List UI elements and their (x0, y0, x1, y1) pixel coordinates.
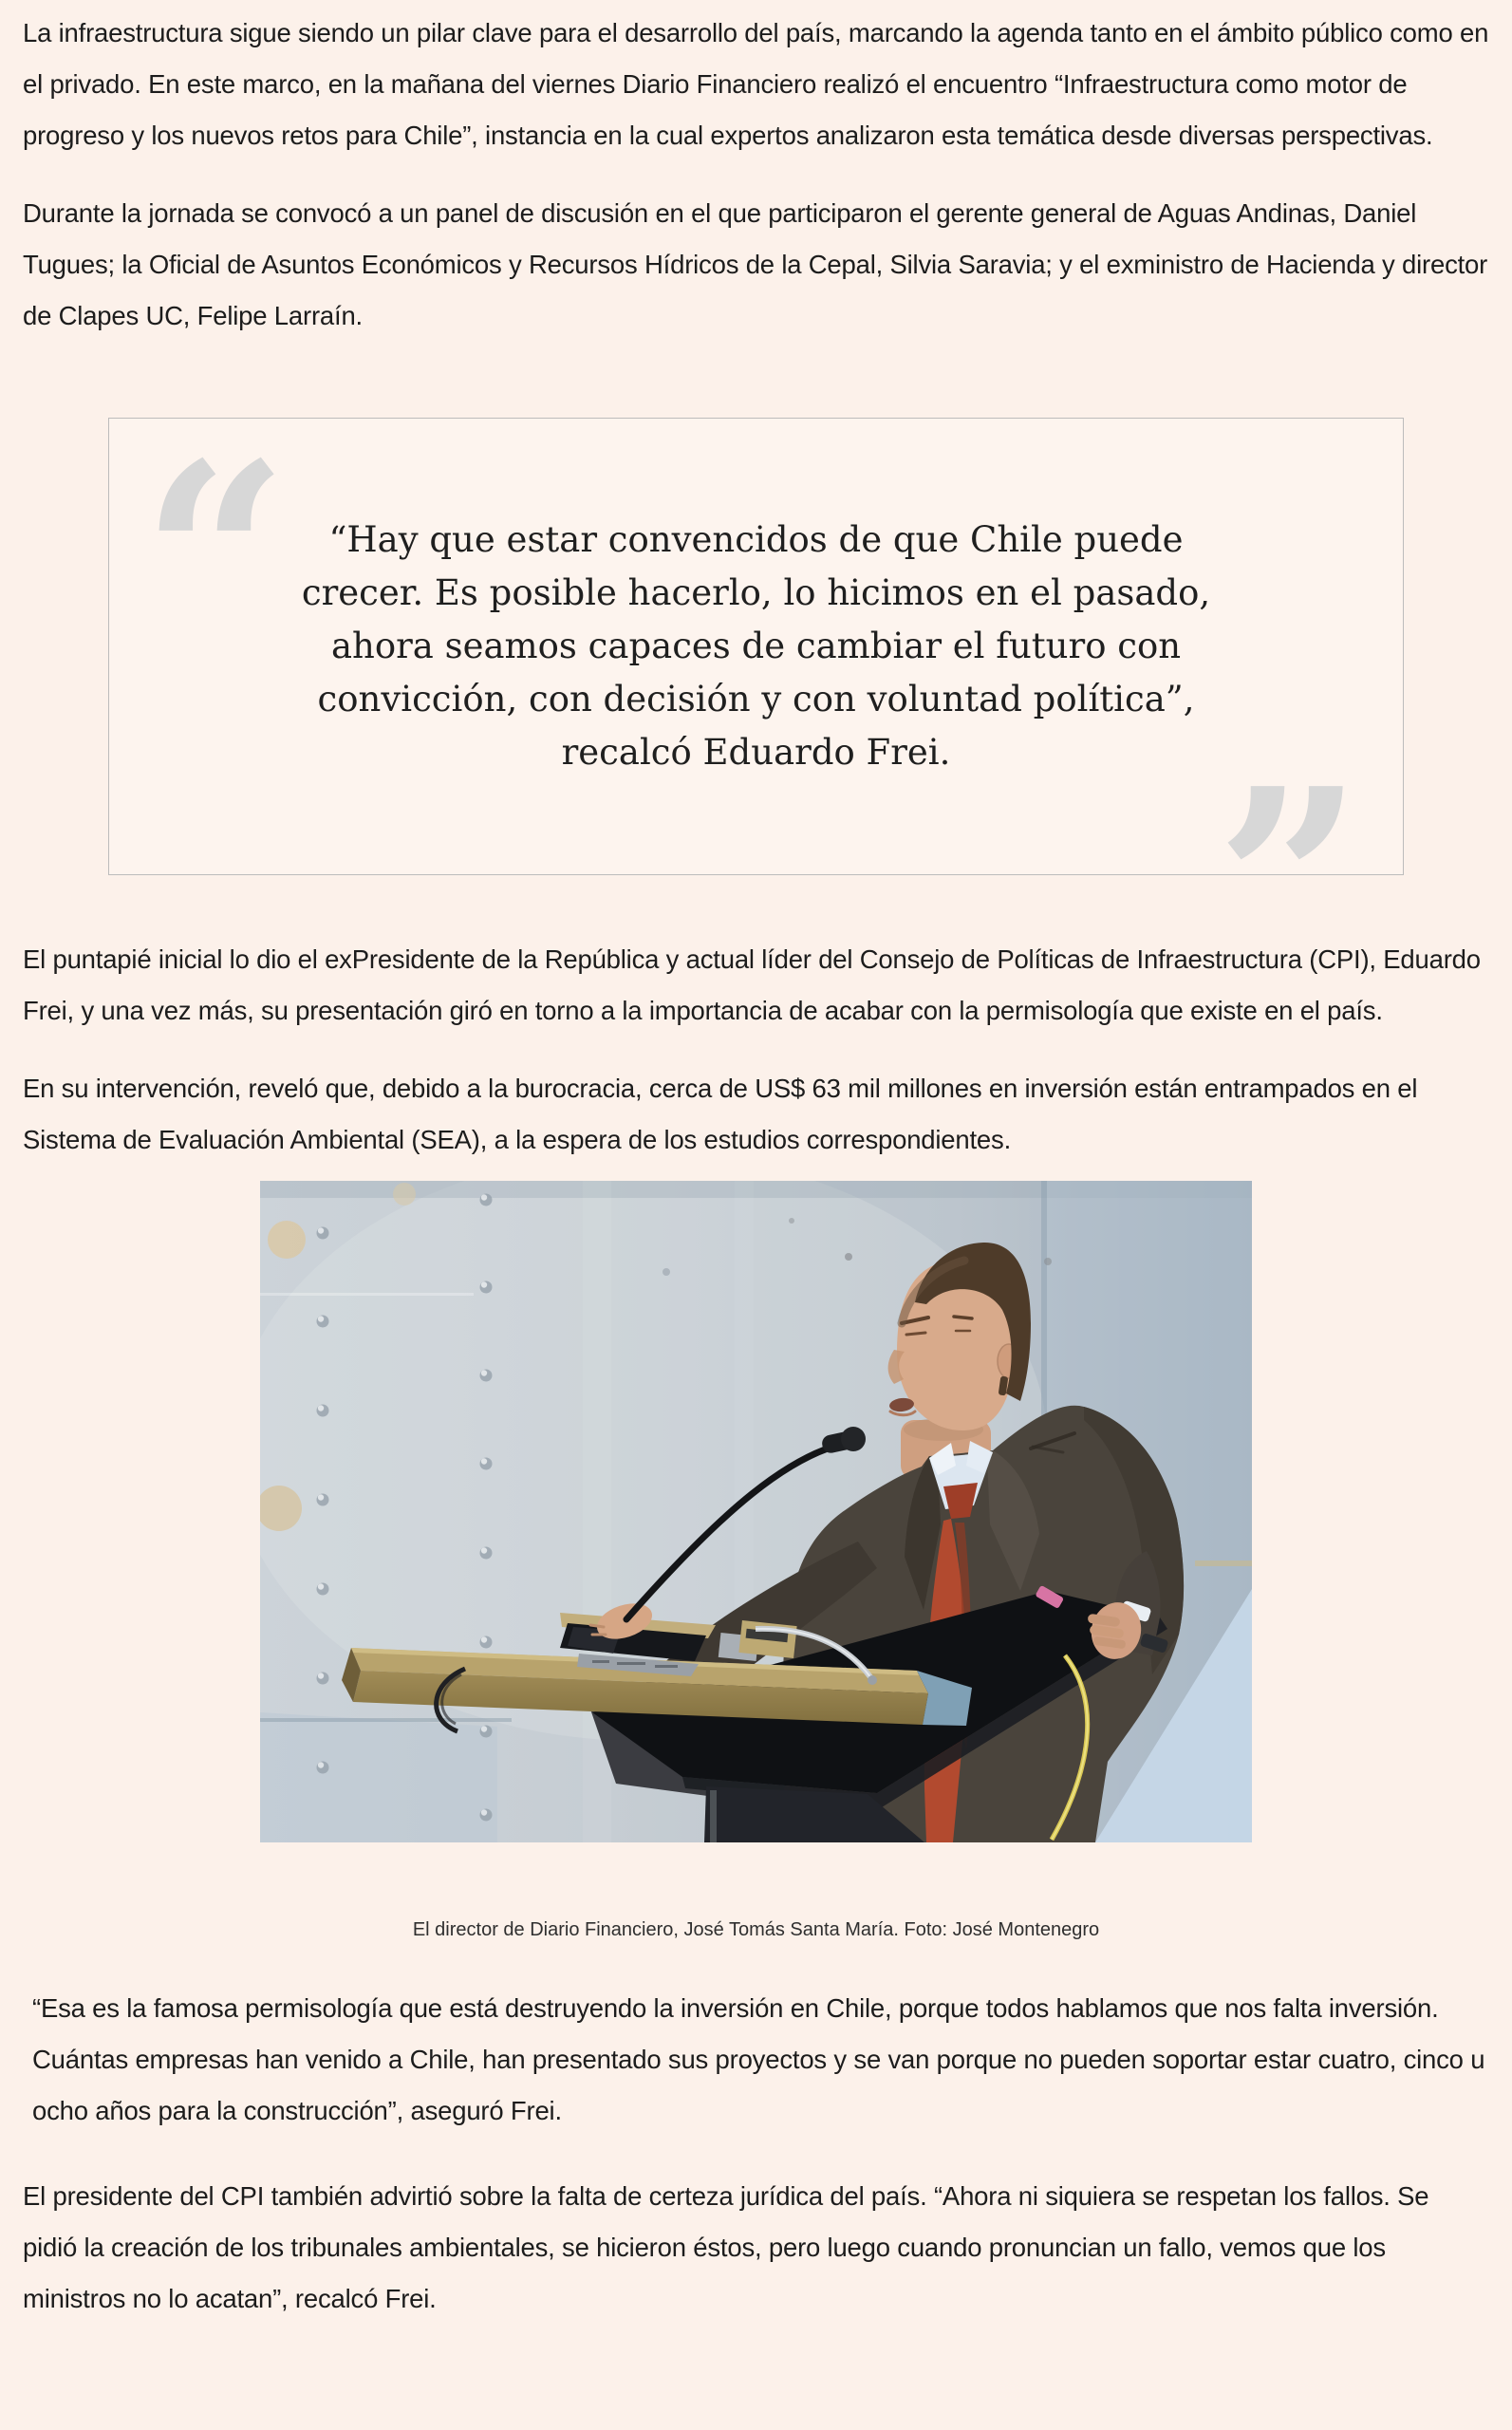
photo-caption: El director de Diario Financiero, José Tomás Santa María. Foto: José Montenegro (412, 1919, 1100, 1940)
article-photo (260, 1181, 1252, 1842)
paragraph-frei: El puntapié inicial lo dio el exPresidente de la República y actual líder del Consejo de Políticas de Infraestructura (CPI), Eduardo Frei, y una vez más, su presentación giró en torno a la importancia de acabar con la permisología que existe en el país. (23, 944, 1481, 1025)
pull-quote-text: “Hay que estar convencidos de que Chile puede crecer. Es posible hacerlo, lo hicimos en el pasado, ahora seamos capaces de cambiar el futuro con convicción, con decisión y con voluntad política”, recalcó Eduardo Frei. (301, 519, 1211, 773)
article-photo-figure (23, 1181, 1489, 1943)
close-quote-icon: ” (1215, 732, 1363, 1034)
paragraph-intro: La infraestructura sigue siendo un pilar clave para el desarrollo del país, marcando la agenda tanto en el ámbito público como en el privado. En este marco, en la mañana del viernes Diario Financiero realizó el encuentro “Infraestructura como motor de progreso y los nuevos retos para Chile”, instancia en la cual expertos analizaron esta temática desde diversas perspectivas. (23, 18, 1489, 150)
paragraph-panel: Durante la jornada se convocó a un panel de discusión en el que participaron el gerente general de Aguas Andinas, Daniel Tugues; la Oficial de Asuntos Económicos y Recursos Hídricos de la Cepal, Silvia Saravia; y el exministro de Hacienda y director de Clapes UC, Felipe Larraín. (23, 198, 1488, 330)
paragraph-certeza-juridica: El presidente del CPI también advirtió sobre la falta de certeza jurídica del país. “Ahora ni siquiera se respetan los fallos. Se pidió la creación de los tribunales ambientales, se hicieron éstos, pero luego cuando pronuncian un fallo, vemos que los ministros no lo acatan”, recalcó Frei. (23, 2181, 1429, 2313)
paragraph-sea: En su intervención, reveló que, debido a la burocracia, cerca de US$ 63 mil millones en inversión están entrampados en el Sistema de Evaluación Ambiental (SEA), a la espera de los estudios correspondientes. (23, 1074, 1418, 1154)
paragraph-quote-permisologia: “Esa es la famosa permisología que está destruyendo la inversión en Chile, porque todos hablamos que nos falta inversión. Cuántas empresas han venido a Chile, han presentado sus proyectos y se van porque no pueden soportar estar cuatro, cinco u ocho años para la construcción”, aseguró Frei. (32, 1993, 1485, 2125)
open-quote-icon: “ (141, 406, 289, 708)
